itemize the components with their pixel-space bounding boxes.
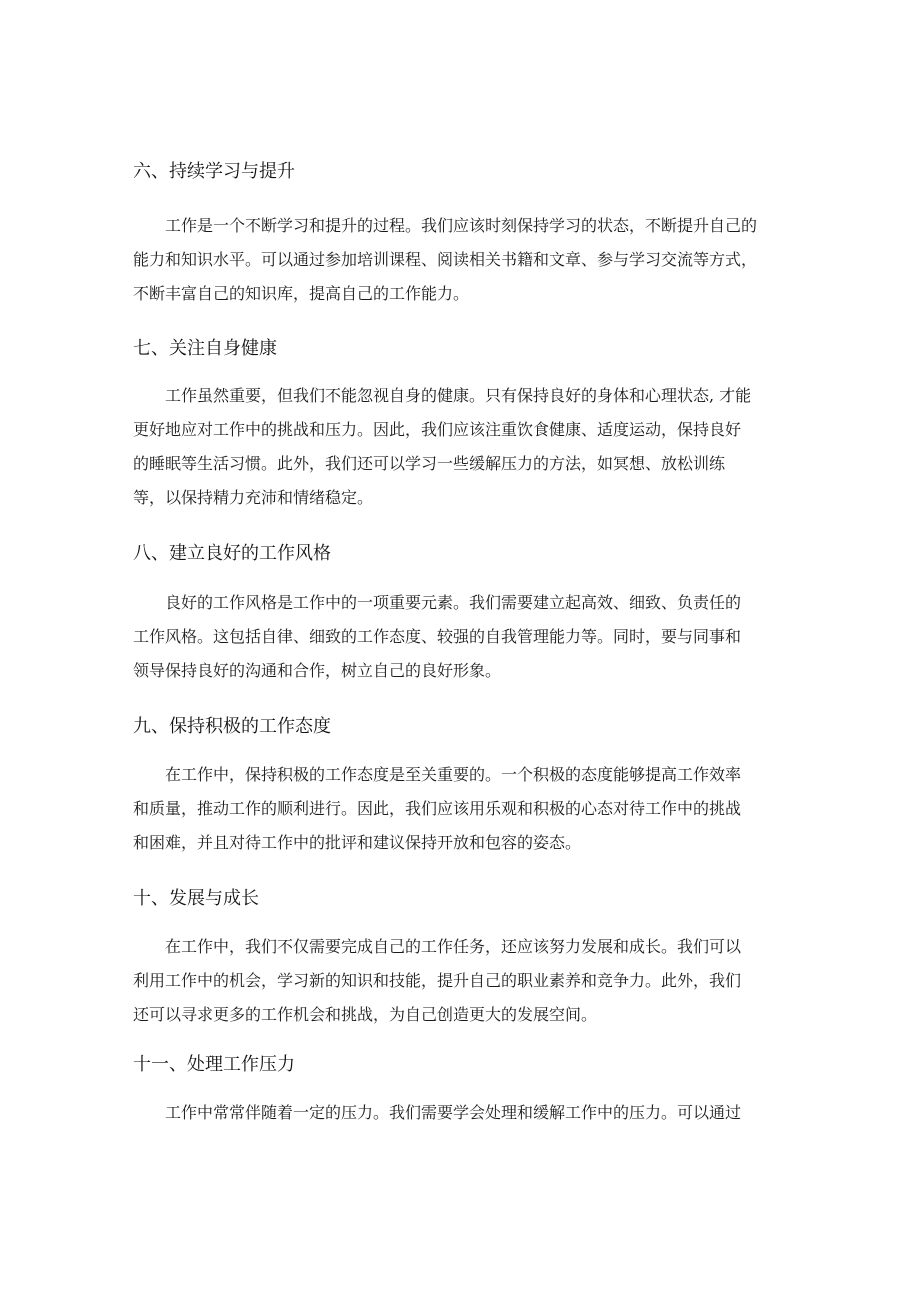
paragraph-line: 不断丰富自己的知识库，提高自己的工作能力。 (133, 284, 470, 303)
section-heading: 十、发展与成长 (133, 888, 259, 909)
paragraph-line: 和质量，推动工作的顺利进行。因此，我们应该用乐观和积极的心态对待工作中的挑战 (133, 799, 742, 818)
paragraph-line: 领导保持良好的沟通和合作，树立自己的良好形象。 (133, 661, 502, 680)
section-paragraph (133, 1096, 793, 1130)
section-paragraph (133, 930, 793, 1032)
paragraph-line: 工作风格。这包括自律、细致的工作态度、较强的自我管理能力等。同时，要与同事和 (133, 627, 742, 646)
paragraph-line: 还可以寻求更多的工作机会和挑战，为自己创造更大的发展空间。 (133, 1005, 598, 1024)
paragraph-line: 工作虽然重要，但我们不能忽视自身的健康。只有保持良好的身体和心理状态, 才能 (165, 386, 752, 405)
section-heading: 六、持续学习与提升 (133, 161, 295, 182)
paragraph-line: 良好的工作风格是工作中的一项重要元素。我们需要建立起高效、细致、负责任的 (165, 593, 742, 612)
section-heading: 十一、处理工作压力 (133, 1054, 295, 1075)
paragraph-line: 能力和知识水平。可以通过参加培训课程、阅读相关书籍和文章、参与学习交流等方式， (133, 250, 758, 269)
paragraph-line: 工作中常常伴随着一定的压力。我们需要学会处理和缓解工作中的压力。可以通过 (165, 1103, 742, 1122)
section-paragraph (133, 209, 793, 311)
paragraph-line: 在工作中，我们不仅需要完成自己的工作任务，还应该努力发展和成长。我们可以 (165, 937, 742, 956)
section-paragraph (133, 586, 793, 688)
paragraph-line: 和困难，并且对待工作中的批评和建议保持开放和包容的姿态。 (133, 833, 582, 852)
section-heading: 九、保持积极的工作态度 (133, 716, 331, 737)
paragraph-line: 在工作中，保持积极的工作态度是至关重要的。一个积极的态度能够提高工作效率 (165, 765, 742, 784)
section-heading: 八、建立良好的工作风格 (133, 543, 331, 564)
section-heading: 七、关注自身健康 (133, 338, 277, 359)
section-paragraph (133, 379, 793, 515)
paragraph-line: 工作是一个不断学习和提升的过程。我们应该时刻保持学习的状态，不断提升自己的 (165, 216, 758, 235)
paragraph-line: 等，以保持精力充沛和情绪稳定。 (133, 488, 374, 507)
paragraph-line: 更好地应对工作中的挑战和压力。因此，我们应该注重饮食健康、适度运动，保持良好 (133, 420, 742, 439)
section-paragraph (133, 758, 793, 860)
paragraph-line: 的睡眠等生活习惯。此外，我们还可以学习一些缓解压力的方法，如冥想、放松训练 (133, 454, 726, 473)
paragraph-line: 利用工作中的机会，学习新的知识和技能，提升自己的职业素养和竞争力。此外，我们 (133, 971, 742, 990)
